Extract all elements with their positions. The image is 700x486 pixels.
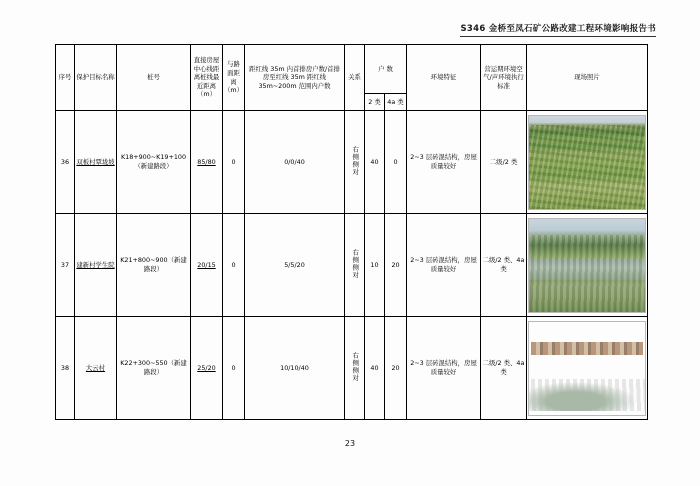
document-header	[460, 22, 656, 37]
cell-pile-no: K18+900~K19+100（新建路段）	[117, 111, 191, 214]
cell-relation	[345, 214, 365, 317]
header-target-name: 保护目标名称	[75, 45, 117, 111]
table-row	[56, 111, 648, 214]
cell-distance: 25/20	[191, 317, 223, 420]
cell-road-distance: 0	[223, 214, 245, 317]
cell-house-counts: 10/10/40	[245, 317, 345, 420]
cell-standard: 二级/2 类、4a 类	[481, 214, 527, 317]
table-body	[56, 111, 648, 420]
header-feature: 环境特征	[407, 45, 481, 111]
cell-relation-text: 右侧侧对	[351, 145, 360, 176]
table-row	[56, 214, 648, 317]
cell-photo	[527, 214, 648, 317]
cell-feature: 2~3 层砖混结构，房屋质量较好	[407, 214, 481, 317]
table-row	[56, 317, 648, 420]
cell-class-4a: 20	[385, 214, 407, 317]
cell-seq: 36	[56, 111, 75, 214]
photo-village-river	[528, 321, 646, 416]
cell-house-counts: 0/0/40	[245, 111, 345, 214]
cell-relation	[345, 317, 365, 420]
cell-class-4a: 0	[385, 111, 407, 214]
cell-class-2: 40	[365, 111, 385, 214]
cell-standard: 二级/2 类	[481, 111, 527, 214]
header-house-counts: 距红线 35m 内首排房户数/首排房至红线 35m 距红线 35m~200m 范围内户数	[245, 45, 345, 111]
header-households-group: 户 数	[365, 45, 407, 94]
cell-class-2: 10	[365, 214, 385, 317]
header-road-distance: 与路面距离（m）	[223, 45, 245, 111]
cell-feature: 2~3 层砖混结构，房屋质量较好	[407, 317, 481, 420]
header-photo: 现场照片	[527, 45, 648, 111]
header-seq: 序号	[56, 45, 75, 111]
header-distance: 直接房屋中心线距离桩线最近距离（m）	[191, 45, 223, 111]
cell-seq: 37	[56, 214, 75, 317]
cell-relation-text: 右侧侧对	[351, 351, 360, 382]
header-pile-no: 桩号	[117, 45, 191, 111]
cell-seq: 38	[56, 317, 75, 420]
header-class-2: 2 类	[365, 94, 385, 111]
cell-target-name: 大云村	[75, 317, 117, 420]
page-number: 23	[344, 439, 356, 448]
cell-feature: 2~3 层砖混结构，房屋质量较好	[407, 111, 481, 214]
cell-road-distance: 0	[223, 317, 245, 420]
cell-pile-no: K22+300~550（新建路段）	[117, 317, 191, 420]
document-header-title: S346 金桥至凤石矿公路改建工程环境影响报告书	[460, 22, 656, 37]
cell-target-name: 双板村覃垅坡	[75, 111, 117, 214]
cell-class-2: 40	[365, 317, 385, 420]
table-header-row	[56, 45, 648, 94]
cell-relation	[345, 111, 365, 214]
cell-distance: 20/15	[191, 214, 223, 317]
cell-distance: 85/80	[191, 111, 223, 214]
cell-relation-text: 右侧侧对	[351, 248, 360, 279]
table-header	[56, 45, 648, 111]
photo-pond-village	[528, 218, 646, 313]
header-standard: 营运期环境空气/声环境执行标准	[481, 45, 527, 111]
cell-standard: 二级/2 类、4a 类	[481, 317, 527, 420]
environmental-targets-table	[55, 44, 648, 420]
cell-class-4a: 20	[385, 317, 407, 420]
cell-photo	[527, 111, 648, 214]
cell-house-counts: 5/5/20	[245, 214, 345, 317]
cell-pile-no: K21+800~900（新建路段）	[117, 214, 191, 317]
photo-vegetable-field	[528, 115, 646, 210]
cell-photo	[527, 317, 648, 420]
cell-target-name: 建新村学生院	[75, 214, 117, 317]
header-relation: 关系	[345, 45, 365, 111]
cell-road-distance: 0	[223, 111, 245, 214]
header-class-4a: 4a 类	[385, 94, 407, 111]
